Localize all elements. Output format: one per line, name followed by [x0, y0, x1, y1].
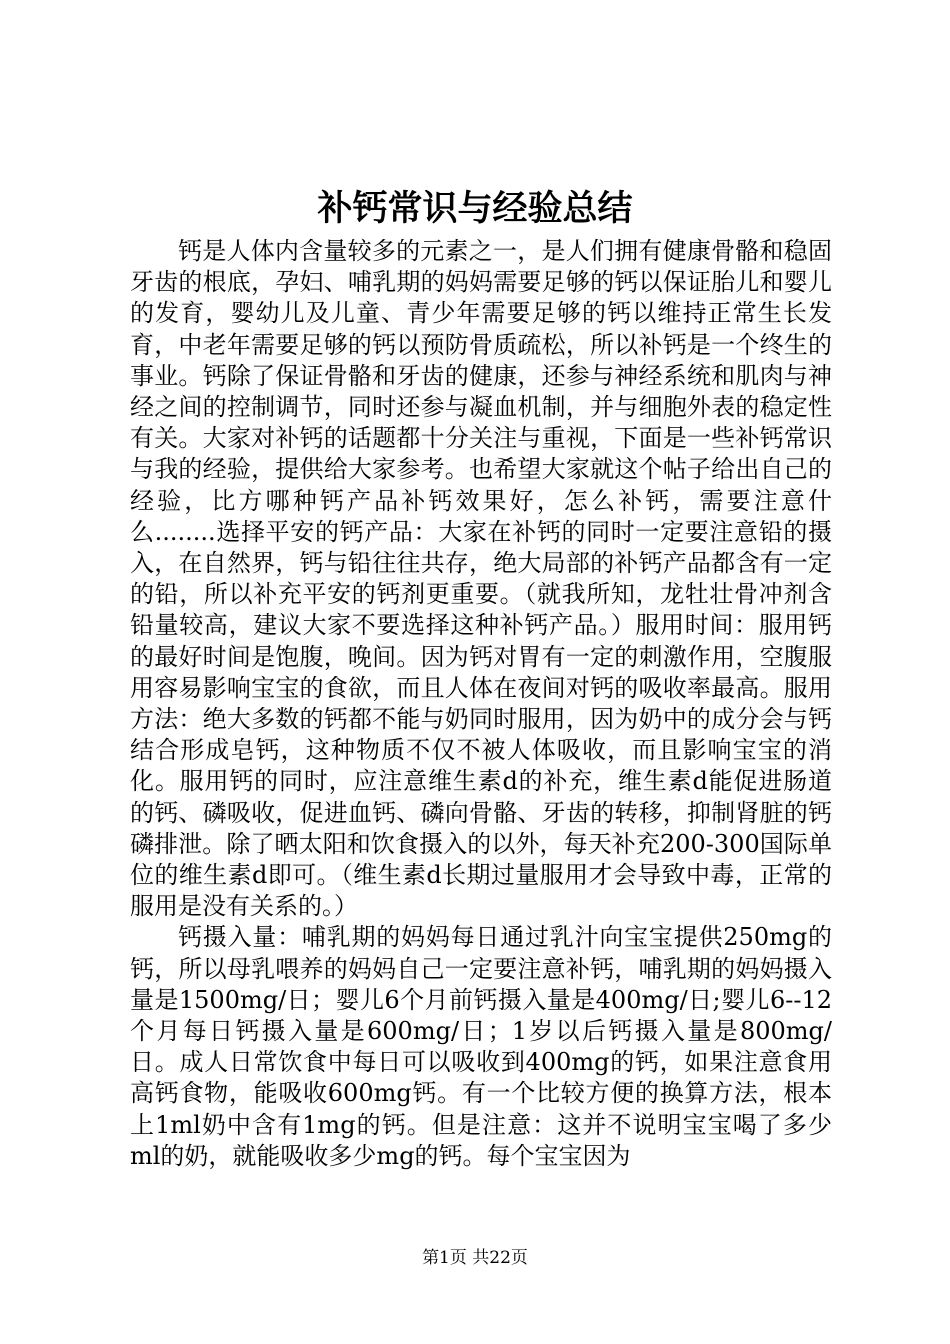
document-body: [130, 236, 832, 1172]
page-number-footer: 第1页 共22页: [422, 1248, 528, 1268]
document-title: 补钙常识与经验总结: [317, 188, 633, 229]
paragraph-intro: 钙是人体内含量较多的元素之一，是人们拥有健康骨骼和稳固牙齿的根底，孕妇、哺乳期的妈妈需要足够的钙以保证胎儿和婴儿的发育，婴幼儿及儿童、青少年需要足够的钙以维持正常生长发育，中老年需要足够的钙以预防骨质疏松，所以补钙是一个终生的事业。钙除了保证骨骼和牙齿的健康，还参与神经系统和肌肉与神经之间的控制调节，同时还参与凝血机制，并与细胞外表的稳定性有关。大家对补钙的话题都十分关注与重视，下面是一些补钙常识与我的经验，提供给大家参考。也希望大家就这个帖子给出自己的经验，比方哪种钙产品补钙效果好，怎么补钙，需要注意什么........选择平安的钙产品：大家在补钙的同时一定要注意铅的摄入，在自然界，钙与铅往往共存，绝大局部的补钙产品都含有一定的铅，所以补充平安的钙剂更重要。（就我所知，龙牡壮骨冲剂含铅量较高，建议大家不要选择这种补钙产品。）服用时间：服用钙的最好时间是饱腹，晚间。因为钙对胃有一定的刺激作用，空腹服用容易影响宝宝的食欲，而且人体在夜间对钙的吸收率最高。服用方法：绝大多数的钙都不能与奶同时服用，因为奶中的成分会与钙结合形成皂钙，这种物质不仅不被人体吸收，而且影响宝宝的消化。服用钙的同时，应注意维生素d的补充，维生素d能促进肠道的钙、磷吸收，促进血钙、磷向骨骼、牙齿的转移，抑制肾脏的钙磷排泄。除了晒太阳和饮食摄入的以外，每天补充200-300国际单位的维生素d即可。（维生素d长期过量服用才会导致中毒，正常的服用是没有关系的。）: [130, 237, 832, 921]
paragraph-calcium-intake: 钙摄入量：哺乳期的妈妈每日通过乳汁向宝宝提供250mg的钙，所以母乳喂养的妈妈自己一定要注意补钙，哺乳期的妈妈摄入量是1500mg/日；婴儿6个月前钙摄入量是400mg/日;婴儿6--12个月每日钙摄入量是600mg/日；1岁以后钙摄入量是800mg/日。成人日常饮食中每日可以吸收到400mg的钙，如果注意食用高钙食物，能吸收600mg钙。有一个比较方便的换算方法，根本上1ml奶中含有1mg的钙。但是注意：这并不说明宝宝喝了多少ml的奶，就能吸收多少mg的钙。每个宝宝因为: [130, 923, 832, 1170]
